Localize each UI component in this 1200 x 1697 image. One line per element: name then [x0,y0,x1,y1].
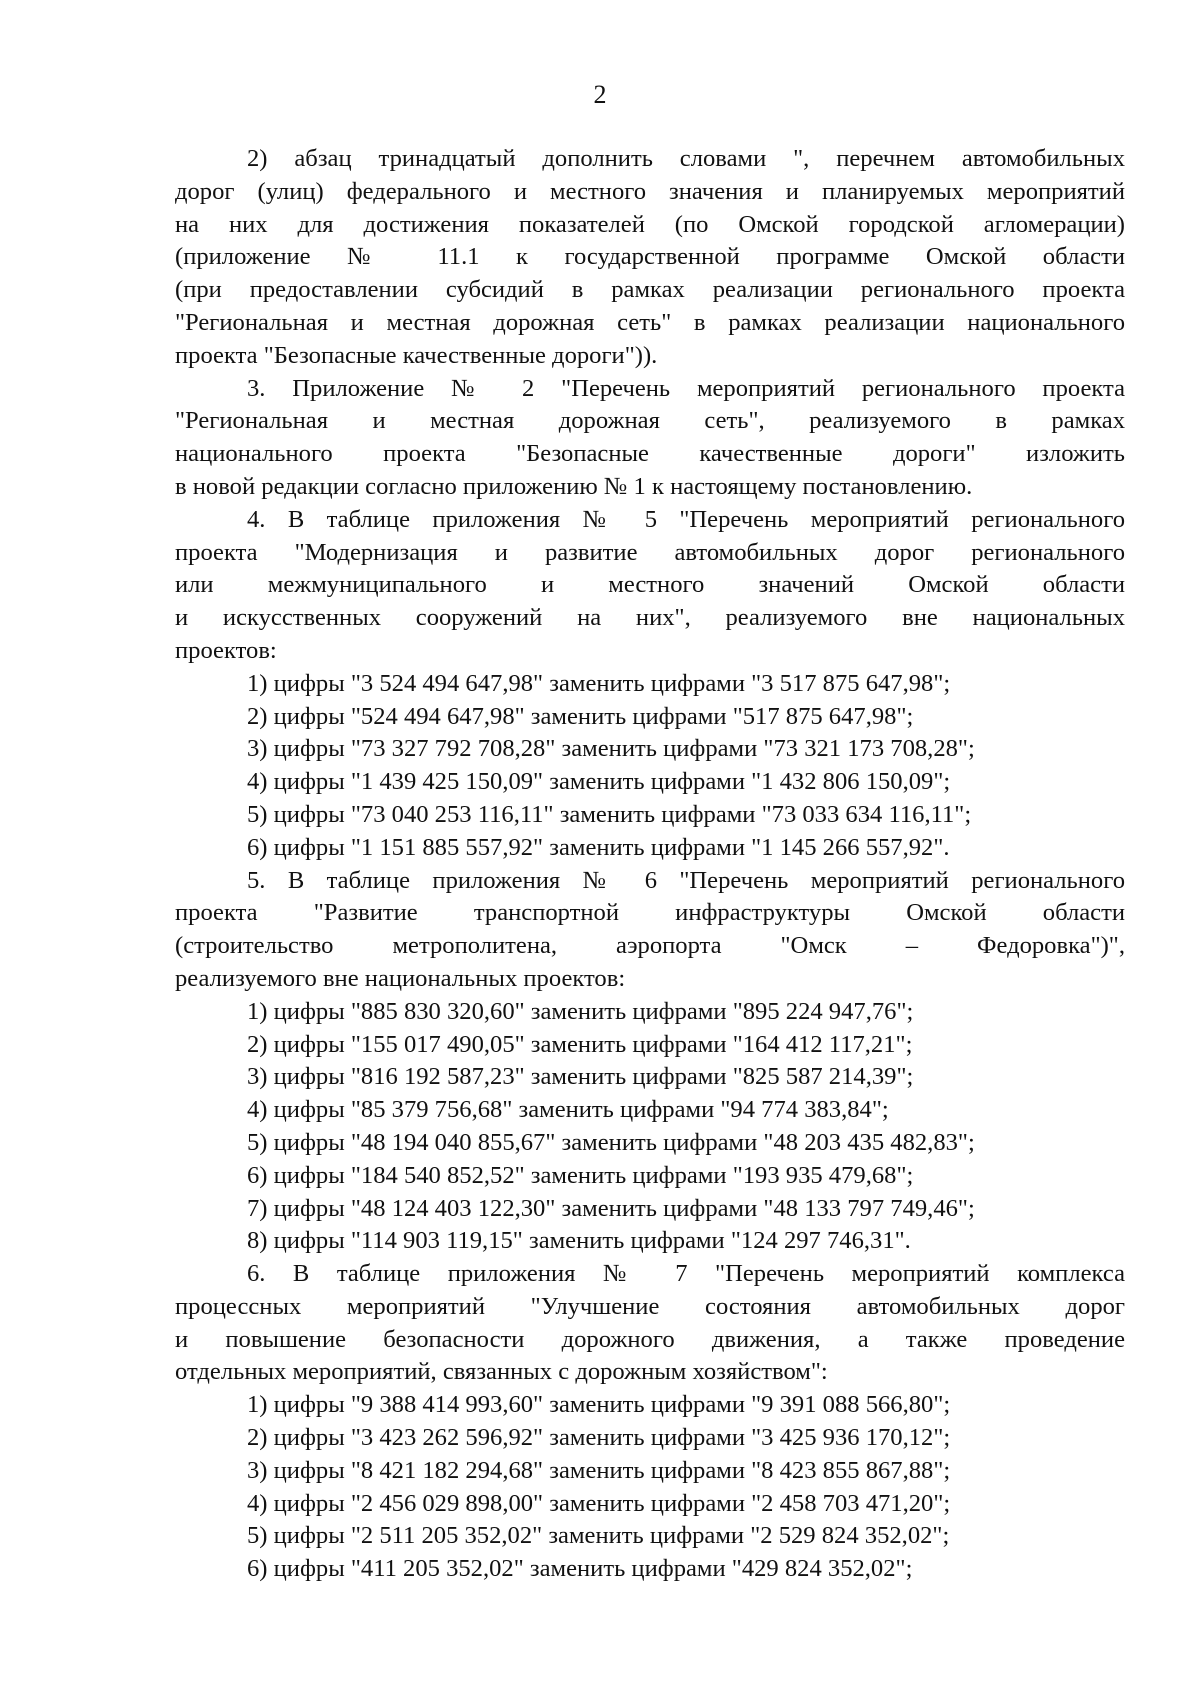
text-line: 1) цифры "9 388 414 993,60" заменить цифрами "9 391 088 566,80"; [247,1391,951,1419]
text-line: 1) цифры "3 524 494 647,98" заменить цифрами "3 517 875 647,98"; [247,669,951,697]
text-line: (при предоставлении субсидий в рамках реализации регионального проекта [175,276,1125,304]
text-line: отдельных мероприятий, связанных с дорожным хозяйством": [175,1358,828,1386]
text-line: национального проекта "Безопасные качественные дороги" изложить [175,440,1125,468]
text-line: 2) цифры "3 423 262 596,92" заменить цифрами "3 425 936 170,12"; [247,1424,951,1452]
text-line: и искусственных сооружений на них", реализуемого вне национальных [175,604,1125,632]
text-line: реализуемого вне национальных проектов: [175,964,626,992]
text-line: 2) абзац тринадцатый дополнить словами ", перечнем автомобильных [247,145,1125,172]
text-line: 4) цифры "1 439 425 150,09" заменить цифрами "1 432 806 150,09"; [247,768,951,796]
text-line: проекта "Безопасные качественные дороги")). [175,341,658,369]
text-line: 6) цифры "411 205 352,02" заменить цифрами "429 824 352,02"; [247,1555,913,1583]
text-line: проекта "Развитие транспортной инфраструктуры Омской области [175,899,1125,927]
text-line: 8) цифры "114 903 119,15" заменить цифрами "124 297 746,31". [247,1227,911,1255]
text-line: или межмуниципального и местного значений Омской области [175,571,1125,599]
text-line: и повышение безопасности дорожного движения, а также проведение [175,1325,1125,1353]
text-line: 4) цифры "85 379 756,68" заменить цифрами "94 774 383,84"; [247,1096,889,1124]
text-line: 2) цифры "524 494 647,98" заменить цифрами "517 875 647,98"; [247,702,914,730]
text-line: 4) цифры "2 456 029 898,00" заменить цифрами "2 458 703 471,20"; [247,1489,951,1517]
text-line: 6) цифры "184 540 852,52" заменить цифрами "193 935 479,68"; [247,1161,914,1189]
text-line: на них для достижения показателей (по Омской городской агломерации) [175,210,1125,238]
text-line: процессных мероприятий "Улучшение состояния автомобильных дорог [175,1292,1125,1320]
text-line: "Региональная и местная дорожная сеть" в рамках реализации национального [175,308,1125,336]
text-line: 3) цифры "73 327 792 708,28" заменить цифрами "73 321 173 708,28"; [247,735,975,763]
text-line: 5) цифры "2 511 205 352,02" заменить цифрами "2 529 824 352,02"; [247,1522,950,1550]
text-line: проектов: [175,636,277,664]
text-line: 2) цифры "155 017 490,05" заменить цифрами "164 412 117,21"; [247,1030,913,1058]
text-line: в новой редакции согласно приложению № 1 к настоящему постановлению. [175,472,973,500]
text-line: (строительство метрополитена, аэропорта "Омск – Федоровка")", [175,932,1125,960]
text-line: 5) цифры "48 194 040 855,67" заменить цифрами "48 203 435 482,83"; [247,1128,975,1156]
page-number: 2 [593,80,607,109]
document-body [175,143,1125,1586]
text-line: 3) цифры "8 421 182 294,68" заменить цифрами "8 423 855 867,88"; [247,1456,951,1484]
text-line: 5) цифры "73 040 253 116,11" заменить цифрами "73 033 634 116,11"; [247,800,972,828]
text-line: 5. В таблице приложения № 6 "Перечень мероприятий регионального [247,866,1125,894]
text-line: "Региональная и местная дорожная сеть", реализуемого в рамках [175,407,1125,435]
text-line: 6) цифры "1 151 885 557,92" заменить цифрами "1 145 266 557,92". [247,833,950,861]
text-line: 3) цифры "816 192 587,23" заменить цифрами "825 587 214,39"; [247,1063,914,1091]
text-line: дорог (улиц) федерального и местного значения и планируемых мероприятий [175,177,1125,205]
text-line: проекта "Модернизация и развитие автомобильных дорог регионального [175,538,1125,566]
text-line: 4. В таблице приложения № 5 "Перечень мероприятий регионального [247,505,1125,533]
text-line: 7) цифры "48 124 403 122,30" заменить цифрами "48 133 797 749,46"; [247,1194,975,1222]
text-line: 1) цифры "885 830 320,60" заменить цифрами "895 224 947,76"; [247,997,914,1025]
text-line: 6. В таблице приложения № 7 "Перечень мероприятий комплекса [247,1260,1125,1288]
text-line: 3. Приложение № 2 "Перечень мероприятий регионального проекта [247,374,1125,402]
text-line: (приложение № 11.1 к государственной программе Омской области [175,243,1125,271]
